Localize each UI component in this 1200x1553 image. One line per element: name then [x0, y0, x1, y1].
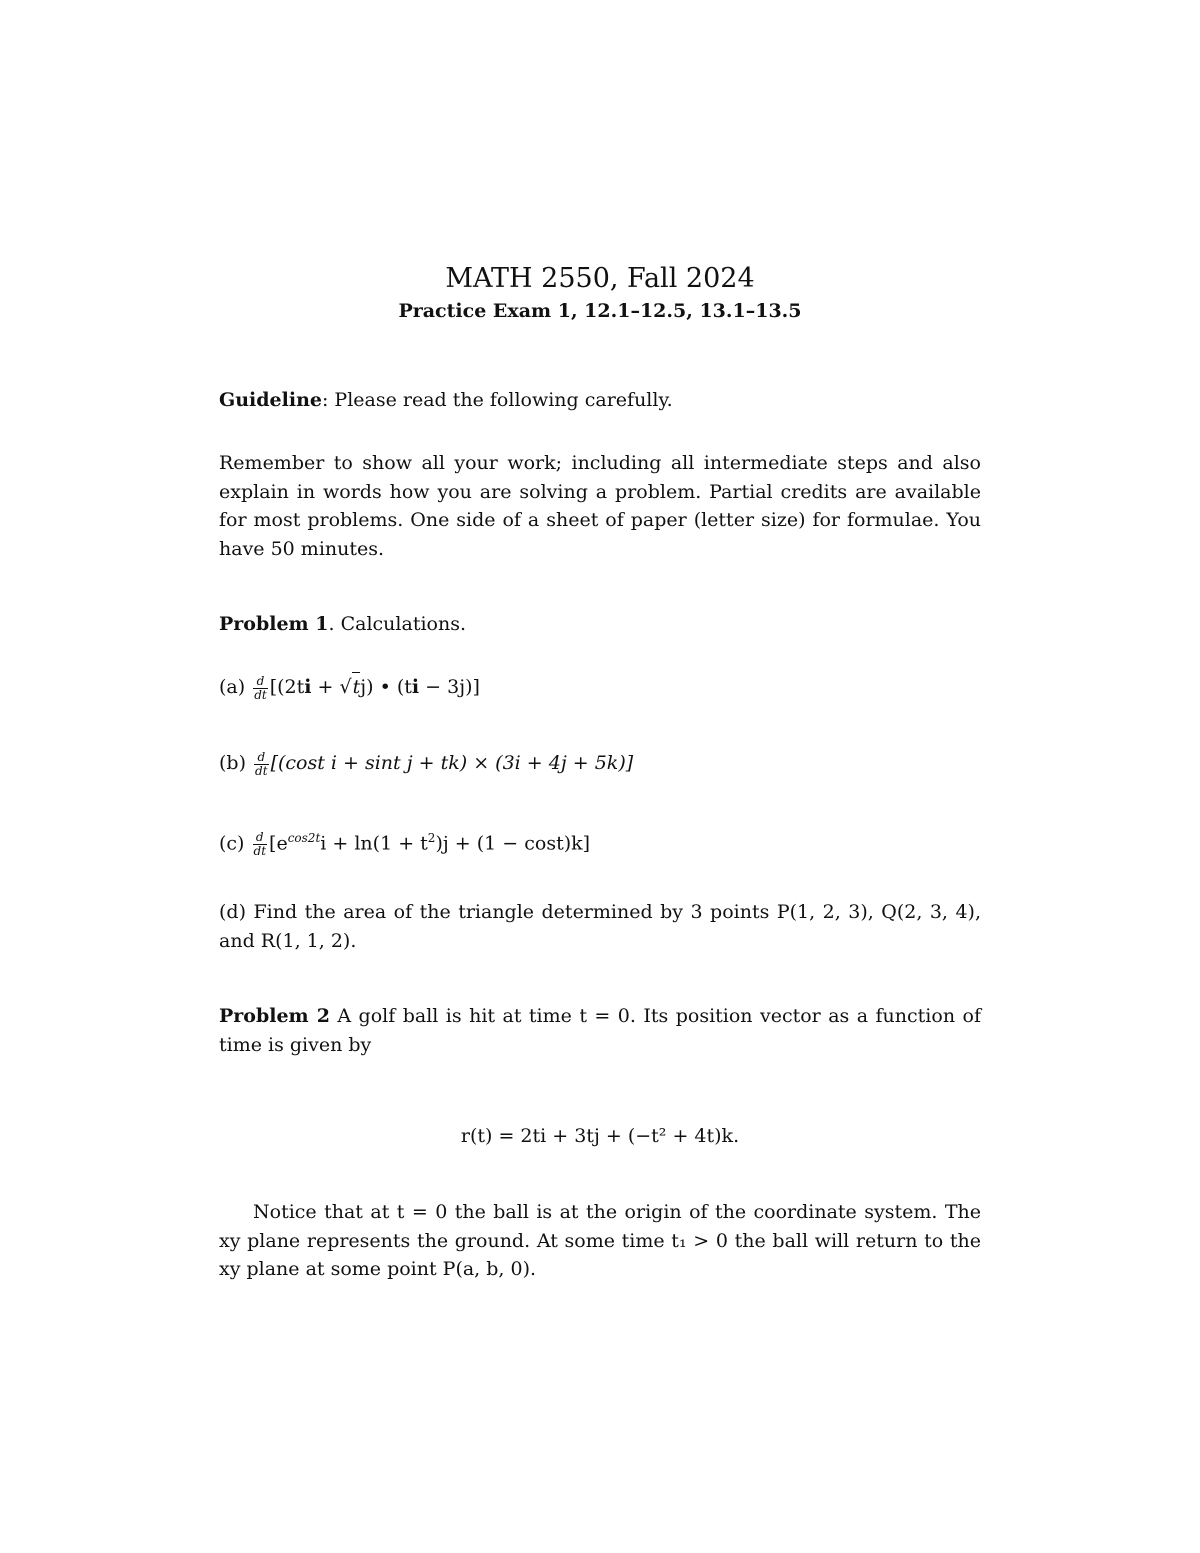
problem-2-paragraph: [219, 1002, 981, 1059]
derivative-operator: $\frac{d}{dt}$: [254, 673, 267, 702]
part-c-exponent-2: 2: [427, 831, 436, 845]
problem-2-label: Problem 2: [219, 1005, 330, 1027]
part-b-expr: [(cost i + sint j + tk) × (3i + 4j + 5k)]: [270, 752, 634, 774]
part-a-expr-4: − 3j)]: [419, 676, 480, 698]
problem-1-heading: [219, 610, 981, 639]
part-c-expr-3: )j + (1 − cost)k]: [435, 832, 591, 855]
guideline-label: Guideline: [219, 389, 322, 411]
problem-1c: [219, 824, 981, 858]
part-b-label: (b): [219, 752, 246, 774]
problem-2-intro: A golf ball is hit at time t = 0. Its position vector as a function of time is given by: [219, 1005, 981, 1056]
part-a-label: (a): [219, 676, 246, 698]
page-subtitle: Practice Exam 1, 12.1–12.5, 13.1–13.5: [398, 300, 802, 322]
problem-2-notice: Notice that at t = 0 the ball is at the origin of the coordinate system. The xy plane represents the ground. At some time t₁ > 0 the ball will return to the xy plane at some point P(a, b, 0).: [219, 1201, 981, 1280]
position-vector-equation: r(t) = 2ti + 3tj + (−t² + 4t)k.: [460, 1125, 740, 1147]
part-c-label: (c): [219, 832, 245, 855]
part-c-expr-2: i + ln(1 + t: [320, 832, 428, 855]
part-a-expr-2: +: [311, 676, 340, 698]
problem-1d: (d) Find the area of the triangle determined by 3 points P(1, 2, 3), Q(2, 3, 4), and R(1, 1, 2).: [219, 901, 981, 952]
part-a-expr-1: [(2t: [269, 676, 305, 698]
page-title: MATH 2550, Fall 2024: [445, 263, 755, 294]
derivative-operator: $\frac{d}{dt}$: [253, 829, 267, 858]
problem-1-label: Problem 1: [219, 613, 329, 635]
instructions-paragraph: Remember to show all your work; including all intermediate steps and also explain in words how you are solving a problem. Partial credits are available for most problems. One side of a sheet of paper (letter size) for formulae. You have 50 minutes.: [219, 452, 981, 560]
derivative-operator: $\frac{d}{dt}$: [255, 749, 268, 778]
guideline-text: : Please read the following carefully.: [321, 389, 673, 411]
part-a-sqrt: t: [352, 672, 361, 702]
problem-1-intro: . Calculations.: [328, 613, 466, 635]
problem-1b: [219, 749, 981, 778]
problem-1a: (a) $\frac{d}{dt}$ [(2ti + √tj) • (ti − 3j)]: [219, 673, 480, 702]
guideline: [219, 386, 981, 415]
part-c-expr-1: [e: [269, 832, 288, 855]
part-a-expr-3: j) • (t: [360, 676, 412, 698]
part-c-exponent: cos2t: [287, 831, 321, 845]
